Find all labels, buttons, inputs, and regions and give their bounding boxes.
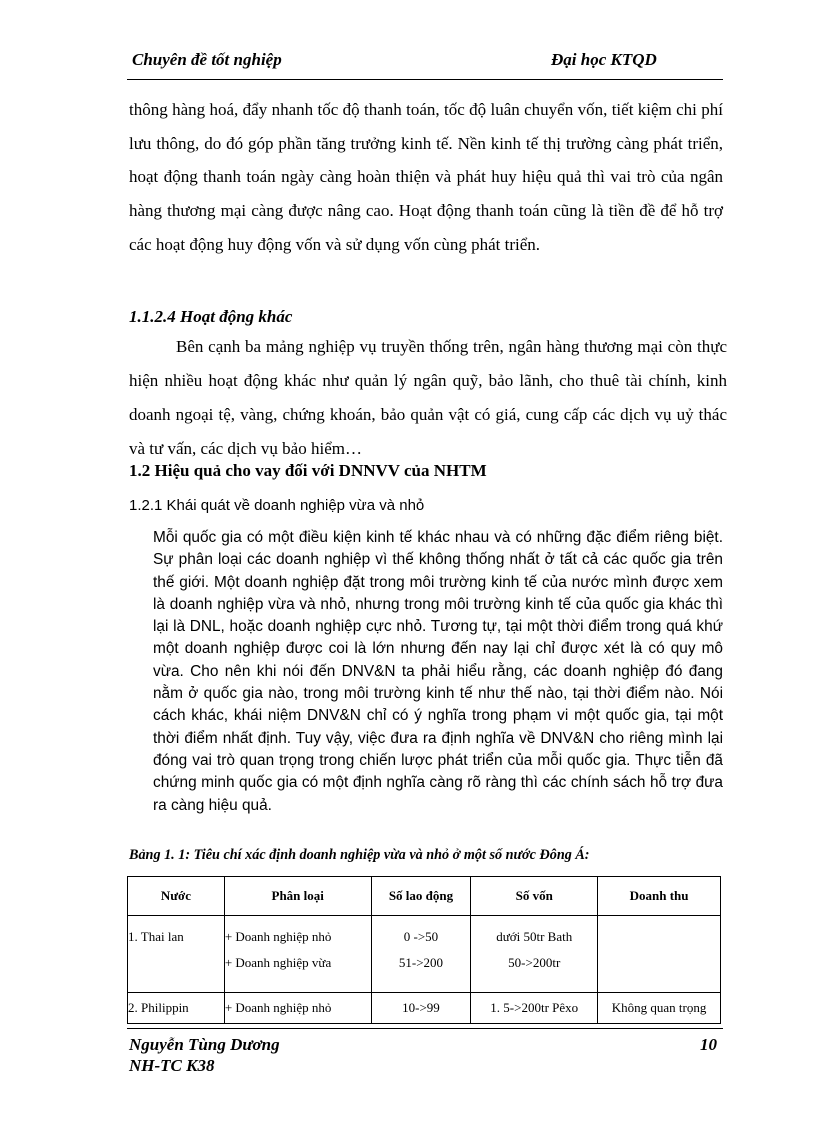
table-row	[128, 916, 721, 993]
header-type: Phân loại	[224, 877, 371, 916]
header-labor: Số lao động	[371, 877, 471, 916]
table-caption: Bảng 1. 1: Tiêu chí xác định doanh nghiệp vừa và nhỏ ở một số nước Đông Á:	[129, 847, 590, 863]
footer-author: Nguyễn Tùng Dương	[129, 1035, 280, 1054]
header-rule	[127, 79, 723, 80]
cell-country: 2. Philippin	[128, 993, 225, 1024]
heading-12: 1.2 Hiệu quả cho vay đối với DNNVV của NHTM	[129, 461, 487, 480]
header-right: Đại học KTQD	[551, 50, 657, 69]
header-capital: Số vốn	[471, 877, 598, 916]
heading-1124: 1.1.2.4 Hoạt động khác	[129, 307, 293, 326]
cell-type: + Doanh nghiệp nhỏ + Doanh nghiệp vừa	[224, 916, 371, 993]
paragraph-sme-overview: Mỗi quốc gia có một điều kiện kinh tế khác nhau và có những đặc điểm riêng biệt. Sự phân loại các doanh nghiệp vì thế không thống nhất ở tất cả các quốc gia trên thế giới. Một doanh nghiệp đặt trong môi trường kinh tế của nước mình được xem là doanh nghiệp vừa và nhỏ, nhưng trong môi trường kinh tế của quốc gia khác thì lại là DNL, hoặc doanh nghiệp cực nhỏ. Tương tự, tại một thời điểm trong quá khứ một doanh nghiệp được coi là lớn nhưng đến nay lại chỉ được xét là có quy mô vừa. Cho nên khi nói đến DNV&N ta phải hiểu rằng, các doanh nghiệp đó đang nằm ở quốc gia nào, trong môi trường kinh tế như thế nào, tại thời điểm nào. Nói cách khác, khái niệm DNV&N chỉ có ý nghĩa trong phạm vi một quốc gia, tại một thời điểm nhất định. Tuy vậy, việc đưa ra định nghĩa về DNV&N cho riêng mình lại đóng vai trò quan trọng trong chiến lược phát triển của mỗi quốc gia. Thực tiễn đã chứng minh quốc gia có một định nghĩa càng rõ ràng thì các chính sách hỗ trợ đưa ra càng hiệu quả.	[153, 529, 723, 814]
paragraph-payment: thông hàng hoá, đẩy nhanh tốc độ thanh toán, tốc độ luân chuyển vốn, tiết kiệm chi phí lưu thông, do đó góp phần tăng trưởng kinh tế. Nền kinh tế thị trường càng phát triển, hoạt động thanh toán ngày càng hoàn thiện và phát huy hiệu quả thì vai trò của ngân hàng thương mại càng được nâng cao. Hoạt động thanh toán cũng là tiền đề để hỗ trợ các hoạt động huy động vốn và sử dụng vốn cùng phát triển.	[129, 100, 723, 254]
header-left: Chuyên đề tốt nghiệp	[132, 50, 282, 69]
heading-121: 1.2.1 Khái quát về doanh nghiệp vừa và nhỏ	[129, 497, 425, 514]
cell-type: + Doanh nghiệp nhỏ	[224, 993, 371, 1024]
cell-revenue	[598, 916, 721, 993]
footer-rule	[127, 1028, 723, 1029]
header-country: Nước	[128, 877, 225, 916]
cell-revenue: Không quan trọng	[598, 993, 721, 1024]
cell-country: 1. Thai lan	[128, 916, 225, 993]
cell-capital: dưới 50tr Bath 50->200tr	[471, 916, 598, 993]
header-revenue: Doanh thu	[598, 877, 721, 916]
paragraph-other-activities: Bên cạnh ba mảng nghiệp vụ truyền thống trên, ngân hàng thương mại còn thực hiện nhiều hoạt động khác như quản lý ngân quỹ, bảo lãnh, cho thuê tài chính, kinh doanh ngoại tệ, vàng, chứng khoán, bảo quản vật có giá, cung cấp các dịch vụ uỷ thác và tư vấn, các dịch vụ bảo hiểm…	[129, 337, 727, 458]
page-number: 10	[700, 1035, 717, 1054]
sme-criteria-table	[127, 876, 721, 1024]
cell-labor: 0 ->50 51->200	[371, 916, 471, 993]
cell-labor: 10->99	[371, 993, 471, 1024]
table-row	[128, 993, 721, 1024]
footer-class: NH-TC K38	[129, 1056, 215, 1075]
cell-capital: 1. 5->200tr Pêxo	[471, 993, 598, 1024]
table-header-row	[128, 877, 721, 916]
